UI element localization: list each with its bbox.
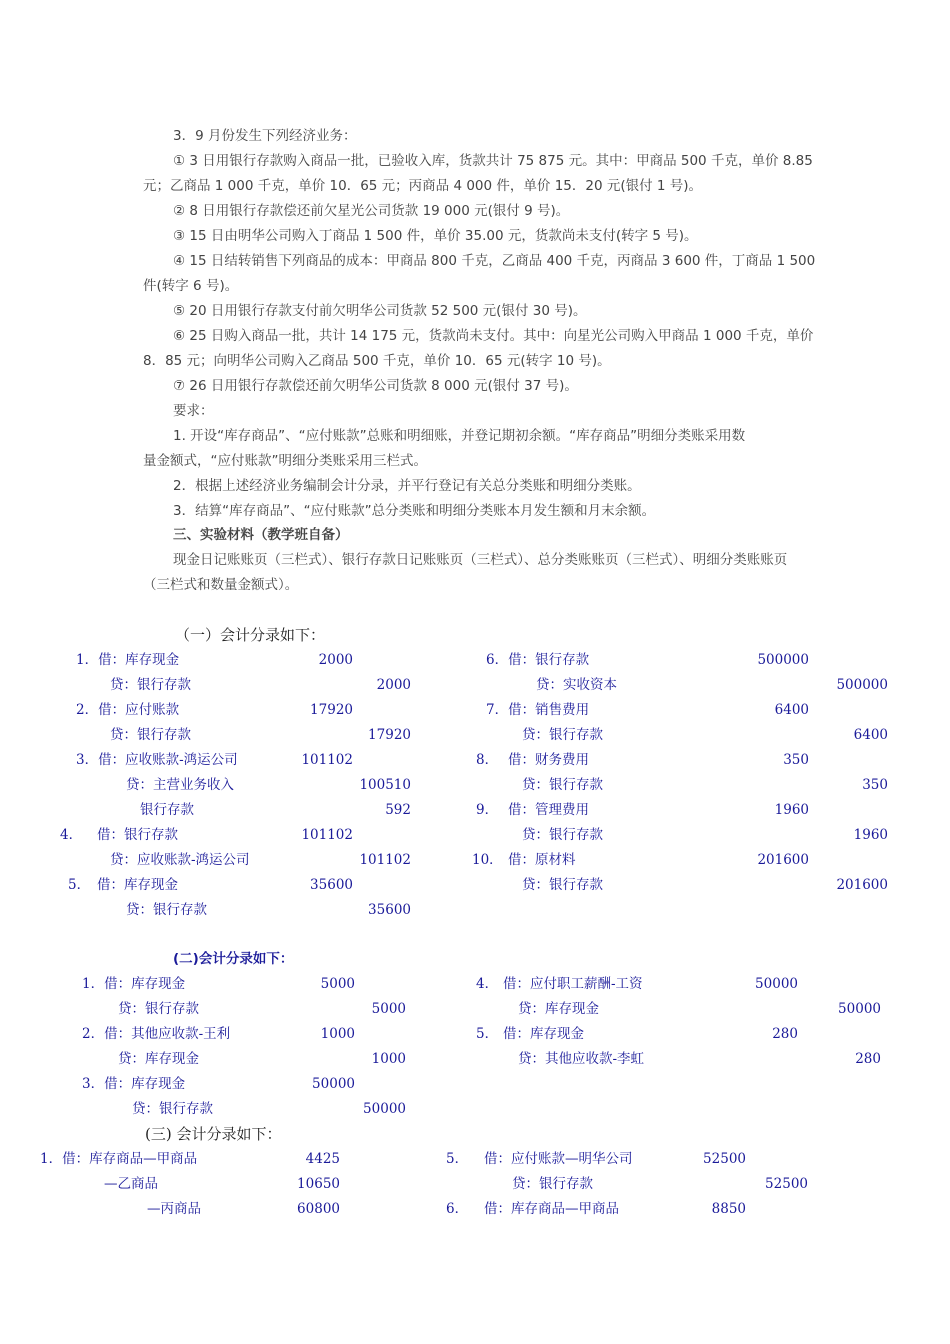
section-1-title: （一）会计分录如下： xyxy=(175,626,326,644)
s3-entry5-credit: 贷：银行存款 xyxy=(512,1176,593,1192)
s1-entry9-credit-amount: 1960 xyxy=(853,827,888,843)
business-item-3: ③ 15 日由明华公司购入丁商品 1 500 件，单价 35.00 元，货款尚未支付(转字 5 号)。 xyxy=(173,228,698,244)
s3-entry5-number: 5． xyxy=(446,1151,469,1167)
s3-entry1-debit: 1．借：库存商品—甲商品 xyxy=(40,1151,198,1167)
s2-entry1-credit: 贷：银行存款 xyxy=(118,1001,199,1017)
s1-entry9-credit: 贷：银行存款 xyxy=(522,827,603,843)
s1-entry2-credit: 贷：银行存款 xyxy=(110,727,191,743)
s1-entry6-debit-amount: 500000 xyxy=(757,652,809,668)
section-3-title: (三) 会计分录如下： xyxy=(145,1125,282,1143)
s1-entry4-debit: 借：银行存款 xyxy=(97,827,178,843)
s1-entry5-debit-amount: 35600 xyxy=(310,877,353,893)
s3-entry1-sub3-amount: 60800 xyxy=(297,1201,340,1217)
requirement-1-cont: 量金额式，“应付账款”明细分类账采用三栏式。 xyxy=(143,453,427,469)
s1-entry4-credit-amount: 101102 xyxy=(359,852,411,868)
s1-entry10-debit-amount: 201600 xyxy=(757,852,809,868)
business-item-2: ② 8 日用银行存款偿还前欠星光公司货款 19 000 元(银付 9 号)。 xyxy=(173,203,570,219)
s3-entry1-debit-amount: 4425 xyxy=(305,1151,340,1167)
s2-entry4-credit-amount: 50000 xyxy=(838,1001,881,1017)
business-item-5: ⑤ 20 日用银行存款支付前欠明华公司货款 52 500 元(银付 30 号)。 xyxy=(173,303,587,319)
s2-entry4-debit: 借：应付职工薪酬-工资 xyxy=(503,976,643,992)
s2-entry2-credit: 贷：库存现金 xyxy=(118,1051,199,1067)
s3-entry6-number: 6． xyxy=(446,1201,469,1217)
s1-entry5-credit: 贷：银行存款 xyxy=(126,902,207,918)
s1-entry6-credit: 贷：实收资本 xyxy=(536,677,617,693)
s2-entry2-debit-amount: 1000 xyxy=(320,1026,355,1042)
business-item-4: ④ 15 日结转销售下列商品的成本：甲商品 800 千克，乙商品 400 千克，丙商品 3 600 件，丁商品 1 500 xyxy=(173,253,816,269)
materials-text: 现金日记账账页（三栏式）、银行存款日记账账页（三栏式）、总分类账账页（三栏式）、明细分类账账页 xyxy=(173,552,788,568)
s2-entry4-debit-amount: 50000 xyxy=(755,976,798,992)
s2-entry5-credit-amount: 280 xyxy=(855,1051,881,1067)
s2-entry5-debit: 借：库存现金 xyxy=(503,1026,584,1042)
s1-entry3-credit2-amount: 592 xyxy=(385,802,411,818)
s1-entry1-credit: 贷：银行存款 xyxy=(110,677,191,693)
s1-entry4-credit: 贷：应收账款-鸿运公司 xyxy=(110,852,250,868)
s1-entry9-debit: 借：管理费用 xyxy=(508,802,589,818)
s1-entry7-credit-amount: 6400 xyxy=(853,727,888,743)
s2-entry4-number: 4． xyxy=(476,976,499,992)
s1-entry4-number: 4． xyxy=(60,827,83,843)
s1-entry3-debit: 3．借：应收账款-鸿运公司 xyxy=(76,752,238,768)
s3-entry1-sub2-amount: 10650 xyxy=(297,1176,340,1192)
s2-entry2-credit-amount: 1000 xyxy=(371,1051,406,1067)
business-item-1: ① 3 日用银行存款购入商品一批，已验收入库，货款共计 75 875 元。其中：甲商品 500 千克，单价 8.85 xyxy=(173,153,813,169)
s2-entry3-debit: 3．借：库存现金 xyxy=(82,1076,186,1092)
materials-heading: 三、实验材料（教学班自备） xyxy=(173,527,349,543)
business-item-6: ⑥ 25 日购入商品一批，共计 14 175 元，货款尚未支付。其中：向星光公司购入甲商品 1 000 千克，单价 xyxy=(173,328,814,344)
s2-entry4-credit: 贷：库存现金 xyxy=(518,1001,599,1017)
s1-entry6-debit: 6．借：银行存款 xyxy=(486,652,590,668)
s1-entry3-credit: 贷：主营业务收入 xyxy=(126,777,234,793)
s2-entry2-debit: 2．借：其他应收款-王利 xyxy=(82,1026,231,1042)
s1-entry7-debit-amount: 6400 xyxy=(774,702,809,718)
materials-text-cont: （三栏式和数量金额式）。 xyxy=(143,577,299,593)
s1-entry3-debit-amount: 101102 xyxy=(301,752,353,768)
s1-entry8-debit: 借：财务费用 xyxy=(508,752,589,768)
s1-entry8-credit-amount: 350 xyxy=(862,777,888,793)
s2-entry1-credit-amount: 5000 xyxy=(371,1001,406,1017)
business-item-7: ⑦ 26 日用银行存款偿还前欠明华公司货款 8 000 元(银付 37 号)。 xyxy=(173,378,578,394)
s1-entry2-debit: 2．借：应付账款 xyxy=(76,702,180,718)
s2-entry1-debit: 1．借：库存现金 xyxy=(82,976,186,992)
s1-entry7-debit: 7．借：销售费用 xyxy=(486,702,590,718)
s1-entry7-credit: 贷：银行存款 xyxy=(522,727,603,743)
business-item-4-cont: 件(转字 6 号)。 xyxy=(143,278,239,294)
requirement-1: 1. 开设“库存商品”、“应付账款”总账和明细账，并登记期初余额。“库存商品”明细分类账采用数 xyxy=(173,428,746,444)
s1-entry9-number: 9． xyxy=(476,802,499,818)
question-heading: 3．9 月份发生下列经济业务： xyxy=(173,128,357,144)
s1-entry1-debit: 1．借：库存现金 xyxy=(76,652,180,668)
s1-entry10-number: 10． xyxy=(472,852,503,868)
s1-entry9-debit-amount: 1960 xyxy=(774,802,809,818)
s2-entry5-debit-amount: 280 xyxy=(772,1026,798,1042)
requirement-3: 3．结算“库存商品”、“应付账款”总分类账和明细分类账本月发生额和月末余额。 xyxy=(173,503,656,519)
s1-entry1-debit-amount: 2000 xyxy=(318,652,353,668)
s2-entry1-debit-amount: 5000 xyxy=(320,976,355,992)
s3-entry5-debit-amount: 52500 xyxy=(703,1151,746,1167)
section-2-title: (二)会计分录如下： xyxy=(173,951,294,967)
s1-entry10-credit: 贷：银行存款 xyxy=(522,877,603,893)
s3-entry1-sub2: —乙商品 xyxy=(104,1176,158,1192)
s1-entry8-credit: 贷：银行存款 xyxy=(522,777,603,793)
s1-entry1-credit-amount: 2000 xyxy=(376,677,411,693)
business-item-6-cont: 8．85 元；向明华公司购入乙商品 500 千克，单价 10．65 元(转字 10 号)。 xyxy=(143,353,611,369)
s1-entry3-credit2: 银行存款 xyxy=(140,802,194,818)
requirement-2: 2．根据上述经济业务编制会计分录，并平行登记有关总分类账和明细分类账。 xyxy=(173,478,641,494)
s1-entry2-debit-amount: 17920 xyxy=(310,702,353,718)
s3-entry5-debit: 借：应付账款—明华公司 xyxy=(484,1151,633,1167)
s3-entry5-credit-amount: 52500 xyxy=(765,1176,808,1192)
s2-entry5-credit: 贷：其他应收款-李虹 xyxy=(518,1051,645,1067)
s1-entry6-credit-amount: 500000 xyxy=(836,677,888,693)
s1-entry5-number: 5． xyxy=(68,877,91,893)
s1-entry5-debit: 借：库存现金 xyxy=(97,877,178,893)
s1-entry3-credit-amount: 100510 xyxy=(359,777,411,793)
business-item-1-cont: 元；乙商品 1 000 千克，单价 10．65 元；丙商品 4 000 件，单价 15．20 元(银付 1 号)。 xyxy=(143,178,703,194)
requirements-label: 要求： xyxy=(173,403,214,419)
s3-entry6-debit-amount: 8850 xyxy=(711,1201,746,1217)
s1-entry8-debit-amount: 350 xyxy=(783,752,809,768)
s2-entry3-debit-amount: 50000 xyxy=(312,1076,355,1092)
s1-entry8-number: 8． xyxy=(476,752,499,768)
s3-entry6-debit: 借：库存商品—甲商品 xyxy=(484,1201,619,1217)
s2-entry3-credit: 贷：银行存款 xyxy=(132,1101,213,1117)
s2-entry5-number: 5． xyxy=(476,1026,499,1042)
s1-entry10-debit: 借：原材料 xyxy=(508,852,576,868)
s1-entry5-credit-amount: 35600 xyxy=(368,902,411,918)
s2-entry3-credit-amount: 50000 xyxy=(363,1101,406,1117)
s1-entry4-debit-amount: 101102 xyxy=(301,827,353,843)
s1-entry10-credit-amount: 201600 xyxy=(836,877,888,893)
s1-entry2-credit-amount: 17920 xyxy=(368,727,411,743)
s3-entry1-sub3: —丙商品 xyxy=(147,1201,201,1217)
